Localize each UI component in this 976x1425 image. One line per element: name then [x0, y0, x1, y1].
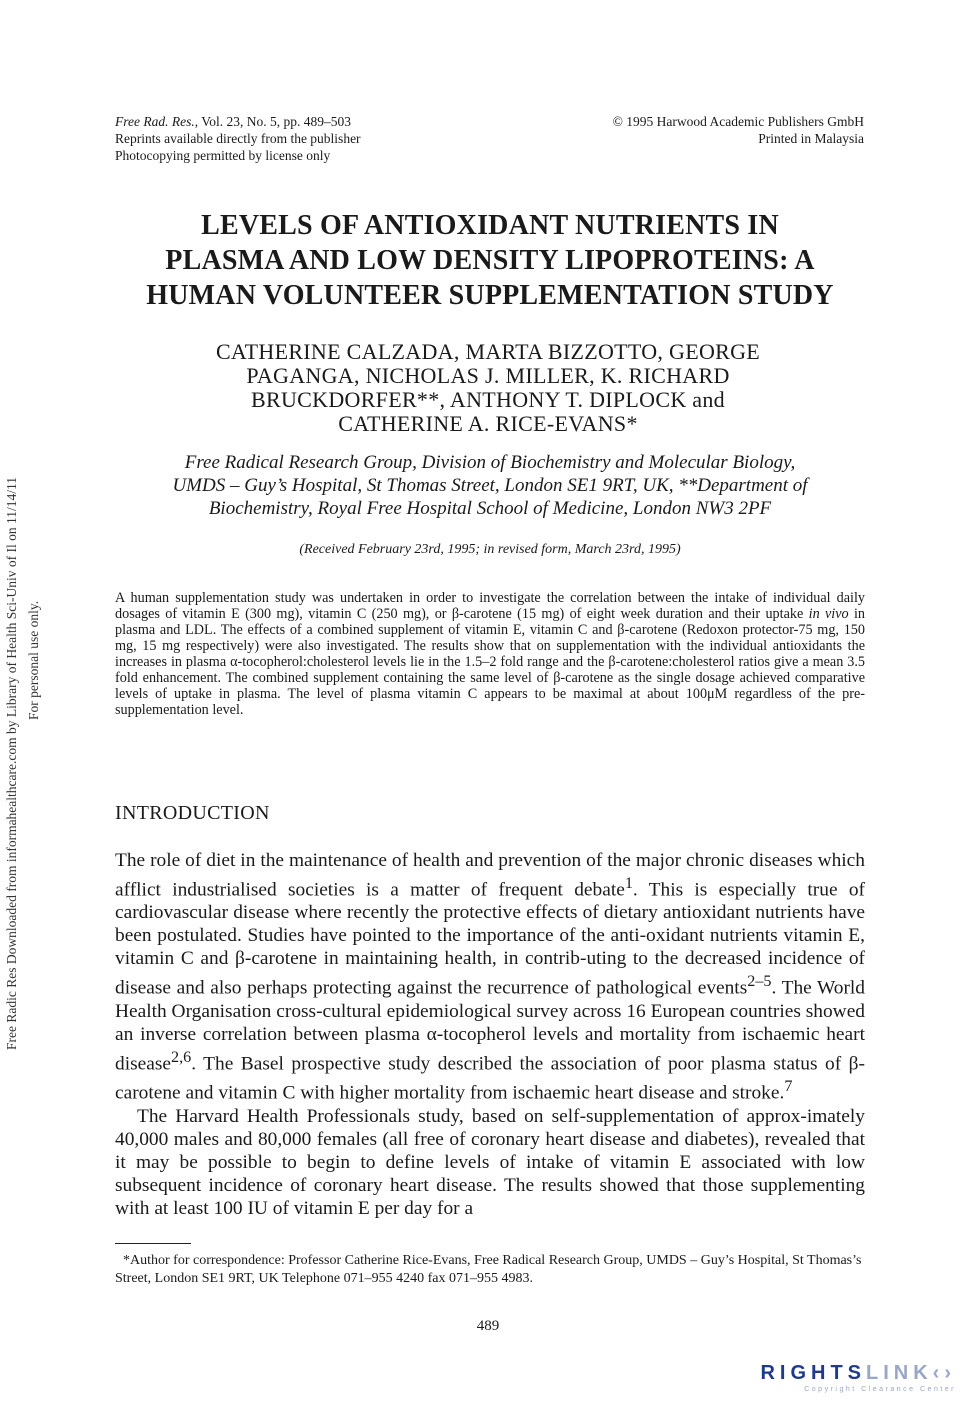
- author-line: CATHERINE A. RICE-EVANS*: [338, 411, 638, 436]
- received-dates: (Received February 23rd, 1995; in revised form, March 23rd, 1995): [299, 542, 681, 557]
- paragraph: The Harvard Health Professionals study, based on self-supplementation of approx-imately 40,000 males and 80,000 females (all free of coronary heart disease and diabetes), revealed that it may be possible to begin to define levels of intake of vitamin E associated with low subsequent incidence of coronary heart disease. The results showed that those supplementing with at least 100 IU of vitamin E per day for a: [115, 1105, 865, 1219]
- citation-ref: 2,6: [171, 1048, 192, 1066]
- article-title: [100, 208, 880, 313]
- journal-header: [115, 113, 361, 164]
- paragraph: [115, 849, 865, 1105]
- paragraph-text: . This is especially true of cardiovascular disease where recently the protective effects of dietary antioxidant nutrients have been postulated. Studies have pointed to the importance of the anti-oxidant nutrients vitamin E, vitamin C and β-carotene in maintaining health, in contrib-uting to the decreased incidence of disease and also perhaps protecting against the recurrence of pathological events: [115, 879, 865, 999]
- title-line: LEVELS OF ANTIOXIDANT NUTRIENTS IN: [201, 210, 779, 241]
- author-line: CATHERINE CALZADA, MARTA BIZZOTTO, GEORGE: [215, 339, 761, 364]
- chevron-icon: ‹›: [932, 1362, 956, 1384]
- affiliation-line: Free Radical Research Group, Division of Biochemistry and Molecular Biology,: [184, 452, 796, 473]
- affiliation: [110, 451, 870, 520]
- rightslink-logo[interactable]: [760, 1362, 956, 1393]
- introduction-body: [115, 849, 865, 1220]
- reprints-notice: Reprints available directly from the publisher: [115, 131, 361, 146]
- abstract-text: in plasma and LDL. The effects of a combined supplement of vitamin E, vitamin C and β-carotene (Redoxon protector-75 mg, 150 mg, 15 mg respectively) were also investigated. The results show that on supplementation with the individual antioxidants the increases in plasma α-tocopherol:cholesterol levels lie in the 1.5–2 fold range and the β-carotene:cholesterol ratios give a mean 3.5 fold enhancement. The combined supplement containing the same level of β-carotene as the single dosage achieved comparative levels of uptake in plasma. The level of plasma vitamin C appears to be maximal at about 100μM regardless of the pre-supplementation level.: [115, 606, 865, 718]
- download-watermark-line2: For personal use only.: [26, 600, 41, 720]
- citation-ref: 1: [624, 875, 633, 892]
- citation-ref: 2–5: [747, 973, 772, 991]
- copyright-notice: © 1995 Harwood Academic Publishers GmbH: [612, 114, 864, 129]
- logo-word-link: LINK: [866, 1362, 933, 1384]
- journal-name: Free Rad. Res.: [115, 114, 195, 129]
- footnote: *Author for correspondence: Professor Catherine Rice-Evans, Free Radical Research Group, UMDS – Guy’s Hospital, St Thomas’s Street, London SE1 9RT, UK Telephone 071–955 4240 fax 071–955 4983.: [115, 1253, 862, 1286]
- abstract-text: A human supplementation study was undertaken in order to investigate the correlation between the intake of individual daily dosages of vitamin E (300 mg), vitamin C (250 mg), or β-carotene (15 mg) of eight week duration and their uptake: [115, 590, 865, 622]
- paragraph-text: The role of diet in the maintenance of health and prevention of the major chronic diseases which afflict industrialised societies is a matter of frequent debate: [115, 850, 865, 901]
- page-number: 489: [476, 1318, 500, 1334]
- author-line: BRUCKDORFER**, ANTHONY T. DIPLOCK and: [251, 387, 725, 412]
- journal-volume: , Vol. 23, No. 5, pp. 489–503: [194, 114, 351, 129]
- abstract: [115, 590, 865, 718]
- paragraph-text: . The World Health Organisation cross-cultural epidemiological survey across 16 European countries showed an inverse correlation between plasma α-tocopherol levels and mortality from ischaemic heart disease: [115, 977, 865, 1075]
- author-list: [130, 340, 846, 436]
- download-watermark: [0, 0, 60, 1425]
- affiliation-line: UMDS – Guy’s Hospital, St Thomas Street, London SE1 9RT, UK, **Department of: [172, 475, 808, 496]
- logo-tagline: Copyright Clearance Center: [804, 1386, 956, 1393]
- publisher-header: [613, 113, 864, 147]
- journal-citation: [115, 113, 361, 130]
- download-watermark-line1: Free Radic Res Downloaded from informahealthcare.com by Library of Health Sci-Univ of Il on 11/14/11: [4, 477, 19, 1050]
- paragraph-text: . The Basel prospective study described the association of poor plasma status of β-carotene and vitamin C with higher mortality from ischaemic heart disease and stroke.: [115, 1053, 865, 1104]
- citation-ref: 7: [784, 1078, 793, 1096]
- author-line: PAGANGA, NICHOLAS J. MILLER, K. RICHARD: [246, 363, 730, 388]
- title-line: HUMAN VOLUNTEER SUPPLEMENTATION STUDY: [146, 280, 834, 311]
- printed-notice: Printed in Malaysia: [758, 131, 864, 146]
- logo-word-rights: RIGHTS: [760, 1362, 866, 1384]
- affiliation-line: Biochemistry, Royal Free Hospital School of Medicine, London NW3 2PF: [208, 498, 772, 519]
- photocopying-notice: Photocopying permitted by license only: [115, 148, 331, 163]
- footnote-divider: [115, 1243, 191, 1244]
- title-line: PLASMA AND LOW DENSITY LIPOPROTEINS: A: [165, 245, 815, 276]
- abstract-in-vivo: in vivo: [808, 606, 849, 622]
- rightslink-wordmark: [760, 1362, 956, 1385]
- section-heading-introduction: INTRODUCTION: [115, 802, 270, 824]
